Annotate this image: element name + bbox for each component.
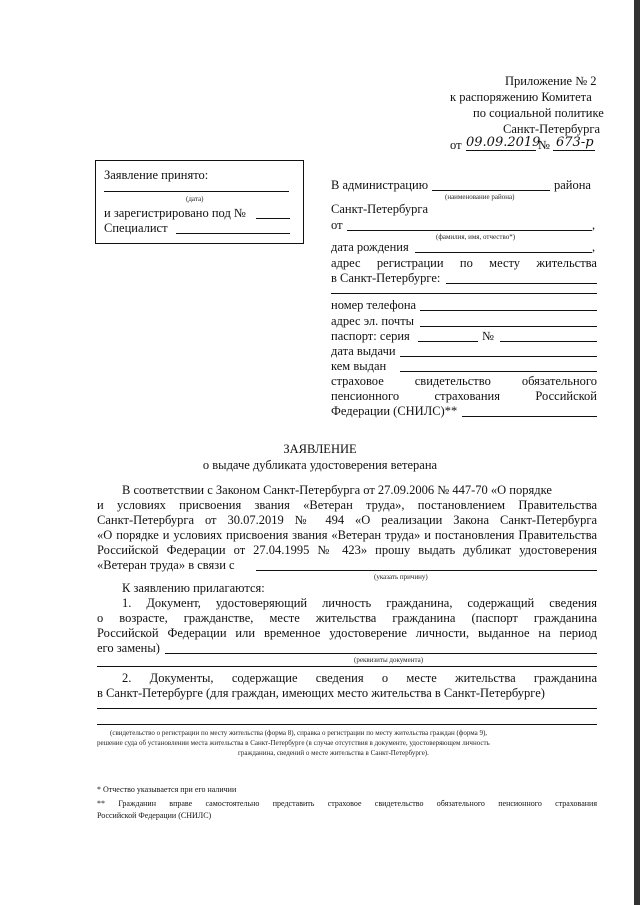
- district-caption: (наименование района): [445, 193, 515, 201]
- snils-word-4: пенсионного: [331, 389, 400, 403]
- appendix-line-2: к распоряжению Комитета: [450, 90, 592, 104]
- item2-field-1[interactable]: [97, 708, 597, 709]
- address-word-1: адрес: [331, 256, 361, 270]
- snils-word-2: свидетельство: [414, 374, 491, 388]
- item1-line-1: 1. Документ, удостоверяющий личность гражданина, содержащий сведения: [122, 596, 597, 610]
- from-comma: ,: [592, 218, 596, 232]
- item1-details-field[interactable]: [165, 653, 597, 654]
- appendix-date-handwritten: 09.09.2019: [466, 135, 541, 150]
- appendix-number-line: [553, 150, 595, 151]
- item2-caption-1: (свидетельство о регистрации по месту жительства (форма 8), справка о регистрации по месту жительства граждан (форма 9),: [110, 729, 488, 737]
- address-word-2: регистрации: [376, 256, 444, 270]
- district-field[interactable]: [432, 190, 550, 191]
- item1-details-field-2[interactable]: [97, 666, 597, 667]
- body-line-6: «Ветеран труда» в связи с: [97, 558, 235, 572]
- receipt-date-caption: (дата): [186, 195, 204, 203]
- appendix-line-4: Санкт-Петербурга: [503, 122, 601, 136]
- item2-line-2: в Санкт-Петербурге (для граждан, имеющих место жительства в Санкт-Петербурге): [97, 686, 545, 700]
- from-field[interactable]: [347, 230, 592, 231]
- district-word: района: [554, 178, 591, 192]
- item1-caption: (реквизиты документа): [354, 656, 424, 664]
- phone-field[interactable]: [420, 310, 597, 311]
- passport-series-field[interactable]: [418, 341, 478, 342]
- item2-caption-2: решение суда об установлении места жительства в Санкт-Петербурге (в случае отсутствия в документе, удостоверяющем личность: [97, 739, 490, 747]
- address-label-2: в Санкт-Петербурге:: [331, 271, 441, 285]
- appendix-number-handwritten: 673-р: [556, 135, 594, 150]
- passport-number-field[interactable]: [500, 341, 597, 342]
- issue-date-label: дата выдачи: [331, 344, 396, 358]
- address-word-4: месту: [489, 256, 521, 270]
- appendix-number-label: №: [538, 138, 550, 152]
- footnote-1: * Отчество указывается при его наличии: [97, 785, 237, 794]
- passport-label: паспорт: серия: [331, 329, 410, 343]
- item2-field-2[interactable]: [97, 724, 597, 725]
- snils-word-6: Российской: [535, 389, 597, 403]
- from-label: от: [331, 218, 343, 232]
- item2-line-1: 2. Документы, содержащие сведения о месте жительства гражданина: [122, 671, 597, 685]
- city-label: Санкт-Петербурга: [331, 202, 429, 216]
- footnote-2: ** Гражданин вправе самостоятельно представить страховое свидетельство обязательного пенсионного страхования: [97, 799, 597, 808]
- snils-line-2: [331, 389, 597, 403]
- receipt-registered: и зарегистрировано под №: [104, 206, 246, 220]
- document-subtitle: о выдаче дубликата удостоверения ветерана: [202, 458, 438, 472]
- appendix-date-line: [466, 150, 536, 151]
- body-line-1-text: В соответствии с Законом Санкт-Петербурга от 27.09.2006 № 447-70 «О порядке: [122, 483, 552, 497]
- receipt-number-line[interactable]: [256, 218, 290, 219]
- body-line-3: Санкт-Петербурга от 30.07.2019 № 494 «О реализации Закона Санкт-Петербурга: [97, 513, 597, 527]
- birth-date-label: дата рождения: [331, 240, 409, 254]
- footnote-3: Российской Федерации (СНИЛС): [97, 811, 212, 820]
- item1-line-2: о возрасте, гражданстве, месте жительства гражданина (паспорт гражданина: [97, 611, 597, 625]
- body-line-5: Российской Федерации от 27.04.1995 № 423» прошу выдать дубликат удостоверения: [97, 543, 597, 557]
- address-field-2[interactable]: [331, 293, 597, 294]
- attached-label: К заявлению прилагаются:: [122, 581, 265, 595]
- receipt-accepted: Заявление принято:: [104, 168, 209, 182]
- item1-line-4: его замены): [97, 641, 160, 655]
- issued-by-field[interactable]: [400, 371, 597, 372]
- birth-date-field[interactable]: [415, 252, 592, 253]
- email-label: адрес эл. почты: [331, 314, 415, 328]
- reason-caption: (указать причину): [374, 573, 428, 581]
- reason-field[interactable]: [256, 570, 597, 571]
- address-line: [331, 256, 597, 270]
- snils-word-1: страховое: [331, 374, 384, 388]
- body-line-2: и условиях присвоения звания «Ветеран труда», постановлением Правительства: [97, 498, 597, 512]
- passport-number-label: №: [482, 329, 494, 343]
- snils-word-3: обязательного: [521, 374, 597, 388]
- receipt-specialist-line[interactable]: [176, 233, 290, 234]
- issue-date-field[interactable]: [400, 356, 597, 357]
- from-caption: (фамилия, имя, отчество*): [436, 233, 516, 241]
- snils-field[interactable]: [462, 416, 597, 417]
- document-title: ЗАЯВЛЕНИЕ: [283, 442, 357, 456]
- snils-label-3: Федерации (СНИЛС)**: [331, 404, 458, 418]
- item2-caption-3: гражданина, сведений о месте жительства в Санкт-Петербурге).: [238, 749, 429, 757]
- body-line-1: [122, 483, 597, 497]
- appendix-line-3: по социальной политике: [473, 106, 604, 120]
- email-field[interactable]: [420, 326, 597, 327]
- snils-line-1: [331, 374, 597, 388]
- address-field-1[interactable]: [446, 283, 597, 284]
- address-word-3: по: [459, 256, 473, 270]
- issued-by-label: кем выдан: [331, 359, 387, 373]
- receipt-specialist: Специалист: [104, 221, 168, 235]
- phone-label: номер телефона: [331, 298, 417, 312]
- receipt-date-line[interactable]: [104, 191, 289, 192]
- to-admin-label: В администрацию: [331, 178, 429, 192]
- item1-line-3: Российской Федерации или временное удостоверение личности, выданное на период: [97, 626, 597, 640]
- body-line-4: «О порядке и условиях присвоения звания «Ветеран труда» и постановления Правительства: [97, 528, 597, 542]
- snils-word-5: страхования: [434, 389, 500, 403]
- birth-date-comma: ,: [592, 240, 596, 254]
- appendix-line-1: Приложение № 2: [505, 74, 597, 88]
- appendix-date-label: от: [450, 138, 462, 152]
- address-word-5: жительства: [536, 256, 597, 270]
